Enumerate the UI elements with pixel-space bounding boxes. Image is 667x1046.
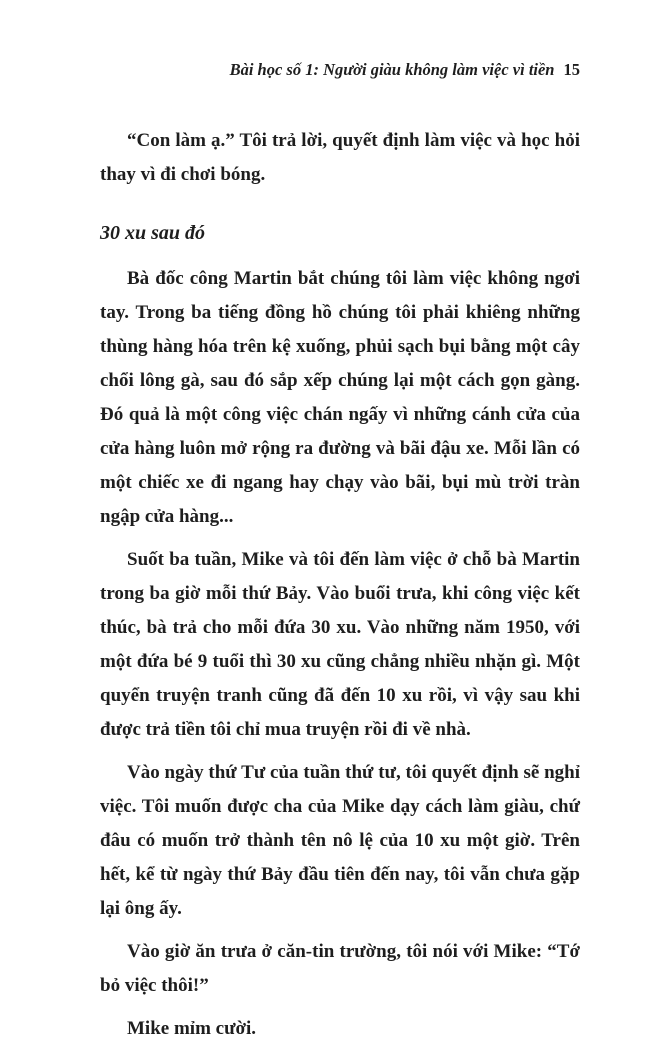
chapter-title: Bài học số 1: Người giàu không làm việc vì tiền: [229, 60, 555, 79]
paragraph-4: Vào ngày thứ Tư của tuần thứ tư, tôi quyết định sẽ nghỉ việc. Tôi muốn được cha của Mike dạy cách làm giàu, chứ đâu có muốn trở thành tên nô lệ của 10 xu một giờ. Trên hết, kể từ ngày thứ Bảy đầu tiên đến nay, tôi vẫn chưa gặp lại ông ấy.: [100, 762, 580, 919]
paragraph-1: “Con làm ạ.” Tôi trả lời, quyết định làm việc và học hỏi thay vì đi chơi bóng.: [100, 130, 580, 185]
page-number: 15: [563, 60, 580, 79]
paragraph-2: Bà đốc công Martin bắt chúng tôi làm việc không ngơi tay. Trong ba tiếng đồng hồ chúng tôi phải khiêng những thùng hàng hóa trên kệ xuống, phủi sạch bụi bằng một cây chổi lông gà, sau đó sắp xếp chúng lại một cách gọn gàng. Đó quả là một công việc chán ngấy vì những cánh cửa của cửa hàng luôn mở rộng ra đường và bãi đậu xe. Mỗi lần có một chiếc xe đi ngang hay chạy vào bãi, bụi mù trời tràn ngập cửa hàng...: [100, 268, 580, 527]
running-header: [100, 60, 580, 80]
section-heading: 30 xu sau đó: [100, 222, 206, 244]
paragraph-5: Vào giờ ăn trưa ở căn-tin trường, tôi nói với Mike: “Tớ bỏ việc thôi!”: [100, 941, 580, 996]
paragraph-3: Suốt ba tuần, Mike và tôi đến làm việc ở chỗ bà Martin trong ba giờ mỗi thứ Bảy. Vào buổi trưa, khi công việc kết thúc, bà trả cho mỗi đứa 30 xu. Vào những năm 1950, với một đứa bé 9 tuổi thì 30 xu cũng chẳng nhiều nhặn gì. Một quyển truyện tranh cũng đã đến 10 xu rồi, vì vậy sau khi được trả tiền tôi chỉ mua truyện rồi đi về nhà.: [100, 549, 580, 740]
page-content: [100, 124, 580, 1046]
paragraph-6: Mike mỉm cười.: [127, 1018, 257, 1039]
